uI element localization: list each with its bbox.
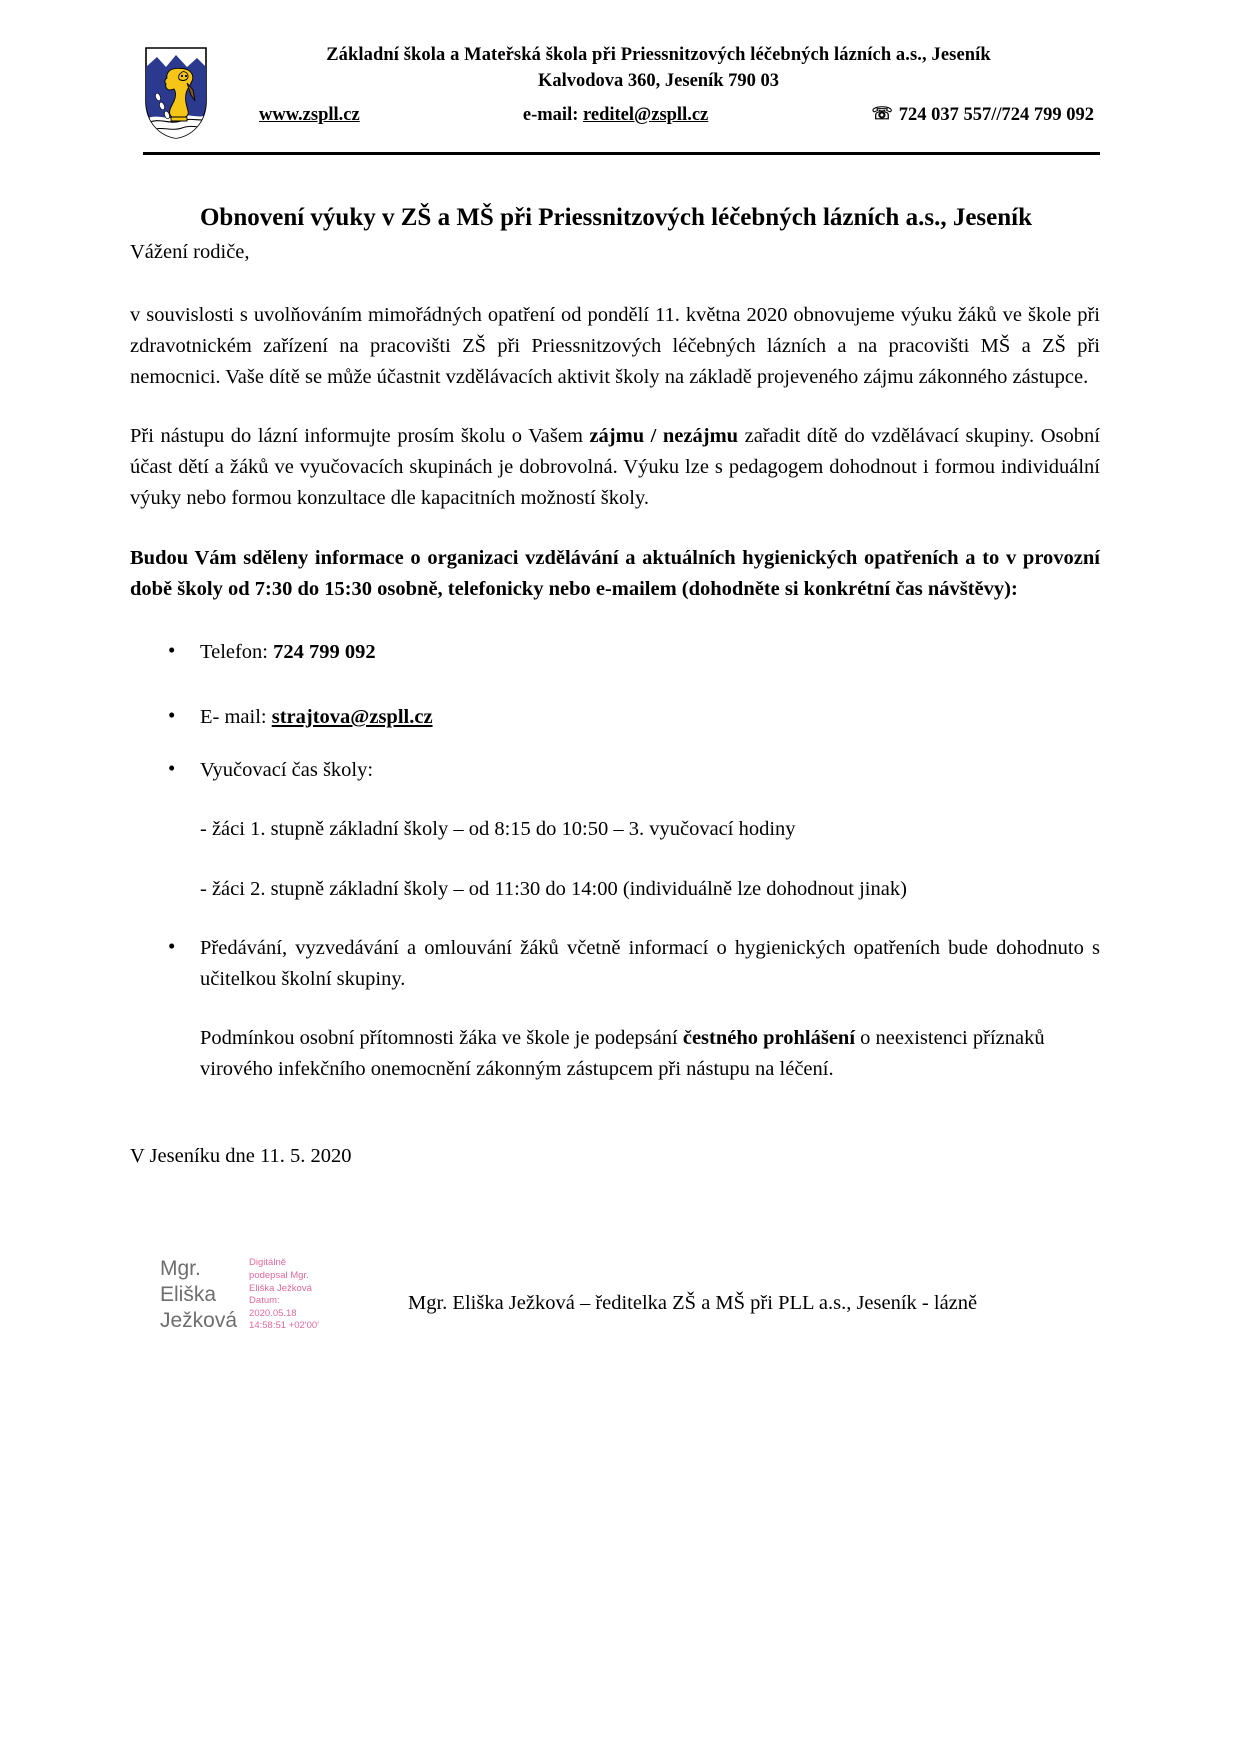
contact-row (217, 102, 1100, 129)
spacer (130, 605, 1100, 637)
hours-second-stage: - žáci 2. stupně základní školy – od 11:30 do 14:00 (individuálně lze dohodnout jinak) (200, 877, 907, 900)
interest-text-after: zařadit dítě do vzdělávací skupiny. Osobní účast dětí a žáků ve vyučovacích skupinách je dobrovolná. Výuku lze s pedagogem dohodnout i formou individuální výuky nebo formou konzultace dle kapacitních možností školy. (130, 425, 1100, 510)
interest-text-before: Při nástupu do lázní informujte prosím školu o Vašem (130, 425, 590, 448)
bullet-school-hours: • Vyučovací čas školy: (130, 755, 1100, 786)
paragraph-interest (130, 421, 1100, 514)
header-divider (143, 152, 1100, 155)
signature-meta-line-4: Datum: (249, 1295, 280, 1307)
letterhead-text (209, 42, 1100, 128)
signature-metadata (249, 1256, 319, 1333)
spacer (130, 846, 1100, 874)
handover-bullet-list (130, 933, 1100, 995)
bullet-email (130, 702, 1100, 733)
contact-bullet-list (130, 637, 1100, 786)
signature-meta-line-2: podepsal Mgr. (249, 1269, 309, 1281)
signature-meta-line-1: Digitálně (249, 1257, 287, 1269)
phone-block (871, 102, 1094, 129)
signature-name (160, 1256, 237, 1333)
document-body (130, 237, 1100, 1086)
school-crest-icon (143, 45, 209, 141)
declaration-emphasis: čestného prohlášení (682, 1027, 856, 1049)
telephone-icon: ☏ (871, 103, 893, 123)
email-bullet-label: E- mail: (200, 706, 272, 729)
telephone-value: 724 799 092 (273, 640, 376, 663)
paragraph-intro: v souvislosti s uvolňováním mimořádných opatření od pondělí 11. května 2020 obnovujeme výuku žáků ve škole při zdravotnickém zařízení na pracovišti ZŠ při Priessnitzových léčebných lázních a na pracovišti MŠ a ZŠ při nemocnici. Vaše dítě se může účastnit vzdělávacích aktivit školy na základě projeveného zájmu zákonného zástupce. (130, 303, 1100, 388)
page-title: Obnovení výuky v ZŠ a MŠ při Priessnitzových léčebných lázních a.s., Jeseník (199, 204, 1032, 231)
bullet-handover: • Předávání, vyzvedávání a omlouvání žáků včetně informací o hygienických opatřeních bude dohodnuto s učitelkou školní skupiny. (130, 933, 1100, 995)
paragraph-office-hours: Budou Vám sděleny informace o organizaci vzdělávání a aktuálních hygienických opatřeních a to v provozní době školy od 7:30 do 15:30 osobně, telefonicky nebo e-mailem (dohodněte si konkrétní čas návštěvy): (130, 546, 1100, 600)
interest-emphasis: zájmu / nezájmu (589, 425, 739, 448)
signature-block (160, 1256, 1100, 1333)
school-address: Kalvodova 360, Jeseník 790 03 (537, 71, 780, 92)
digital-signature-stamp (160, 1256, 390, 1333)
bullet-telephone (130, 637, 1100, 668)
signature-meta-line-6: 14:58:51 +02'00' (249, 1320, 319, 1332)
email-bullet-link[interactable]: strajtova@zspll.cz (271, 706, 433, 729)
signature-meta-line-3: Eliška Ježková (249, 1282, 312, 1294)
declaration-text-after: o neexistenci příznaků virového infekčního onemocnění zákonným zástupcem při nástupu na léčení. (200, 1027, 1045, 1081)
declaration-text-before: Podmínkou osobní přítomnosti žáka ve škole je podepsání (200, 1027, 683, 1049)
spacer (130, 393, 1100, 421)
phone-number: 724 037 557//724 799 092 (898, 104, 1094, 125)
place-and-date: V Jeseníku dne 11. 5. 2020 (130, 1145, 352, 1168)
spacer (130, 995, 1100, 1023)
email-label: e-mail: (522, 104, 583, 125)
salutation: Vážení rodiče, (130, 240, 250, 263)
hours-first-stage: - žáci 1. stupně základní školy – od 8:15 do 10:50 – 3. vyučovací hodiny (200, 818, 796, 841)
signature-meta-line-5: 2020.05.18 (249, 1307, 297, 1319)
paragraph-declaration (130, 1023, 1100, 1085)
signature-name-line-2: Eliška (160, 1282, 217, 1306)
email-link[interactable]: reditel@zspll.cz (583, 104, 709, 125)
spacer (130, 905, 1100, 933)
signature-name-line-1: Mgr. (160, 1257, 201, 1281)
signer-title: Mgr. Eliška Ježková – ředitelka ZŠ a MŠ při PLL a.s., Jeseník - lázně (408, 1292, 978, 1315)
letterhead (0, 0, 1240, 141)
telephone-label: Telefon: (200, 640, 274, 663)
spacer (130, 786, 1100, 814)
spacer (130, 268, 1100, 300)
signature-name-line-3: Ježková (160, 1308, 238, 1332)
school-name: Základní škola a Mateřská škola při Priessnitzových léčebných lázních a.s., Jeseník (326, 45, 991, 65)
website-link[interactable]: www.zspll.cz (259, 104, 360, 125)
spacer (130, 515, 1100, 543)
email-block (523, 102, 708, 129)
